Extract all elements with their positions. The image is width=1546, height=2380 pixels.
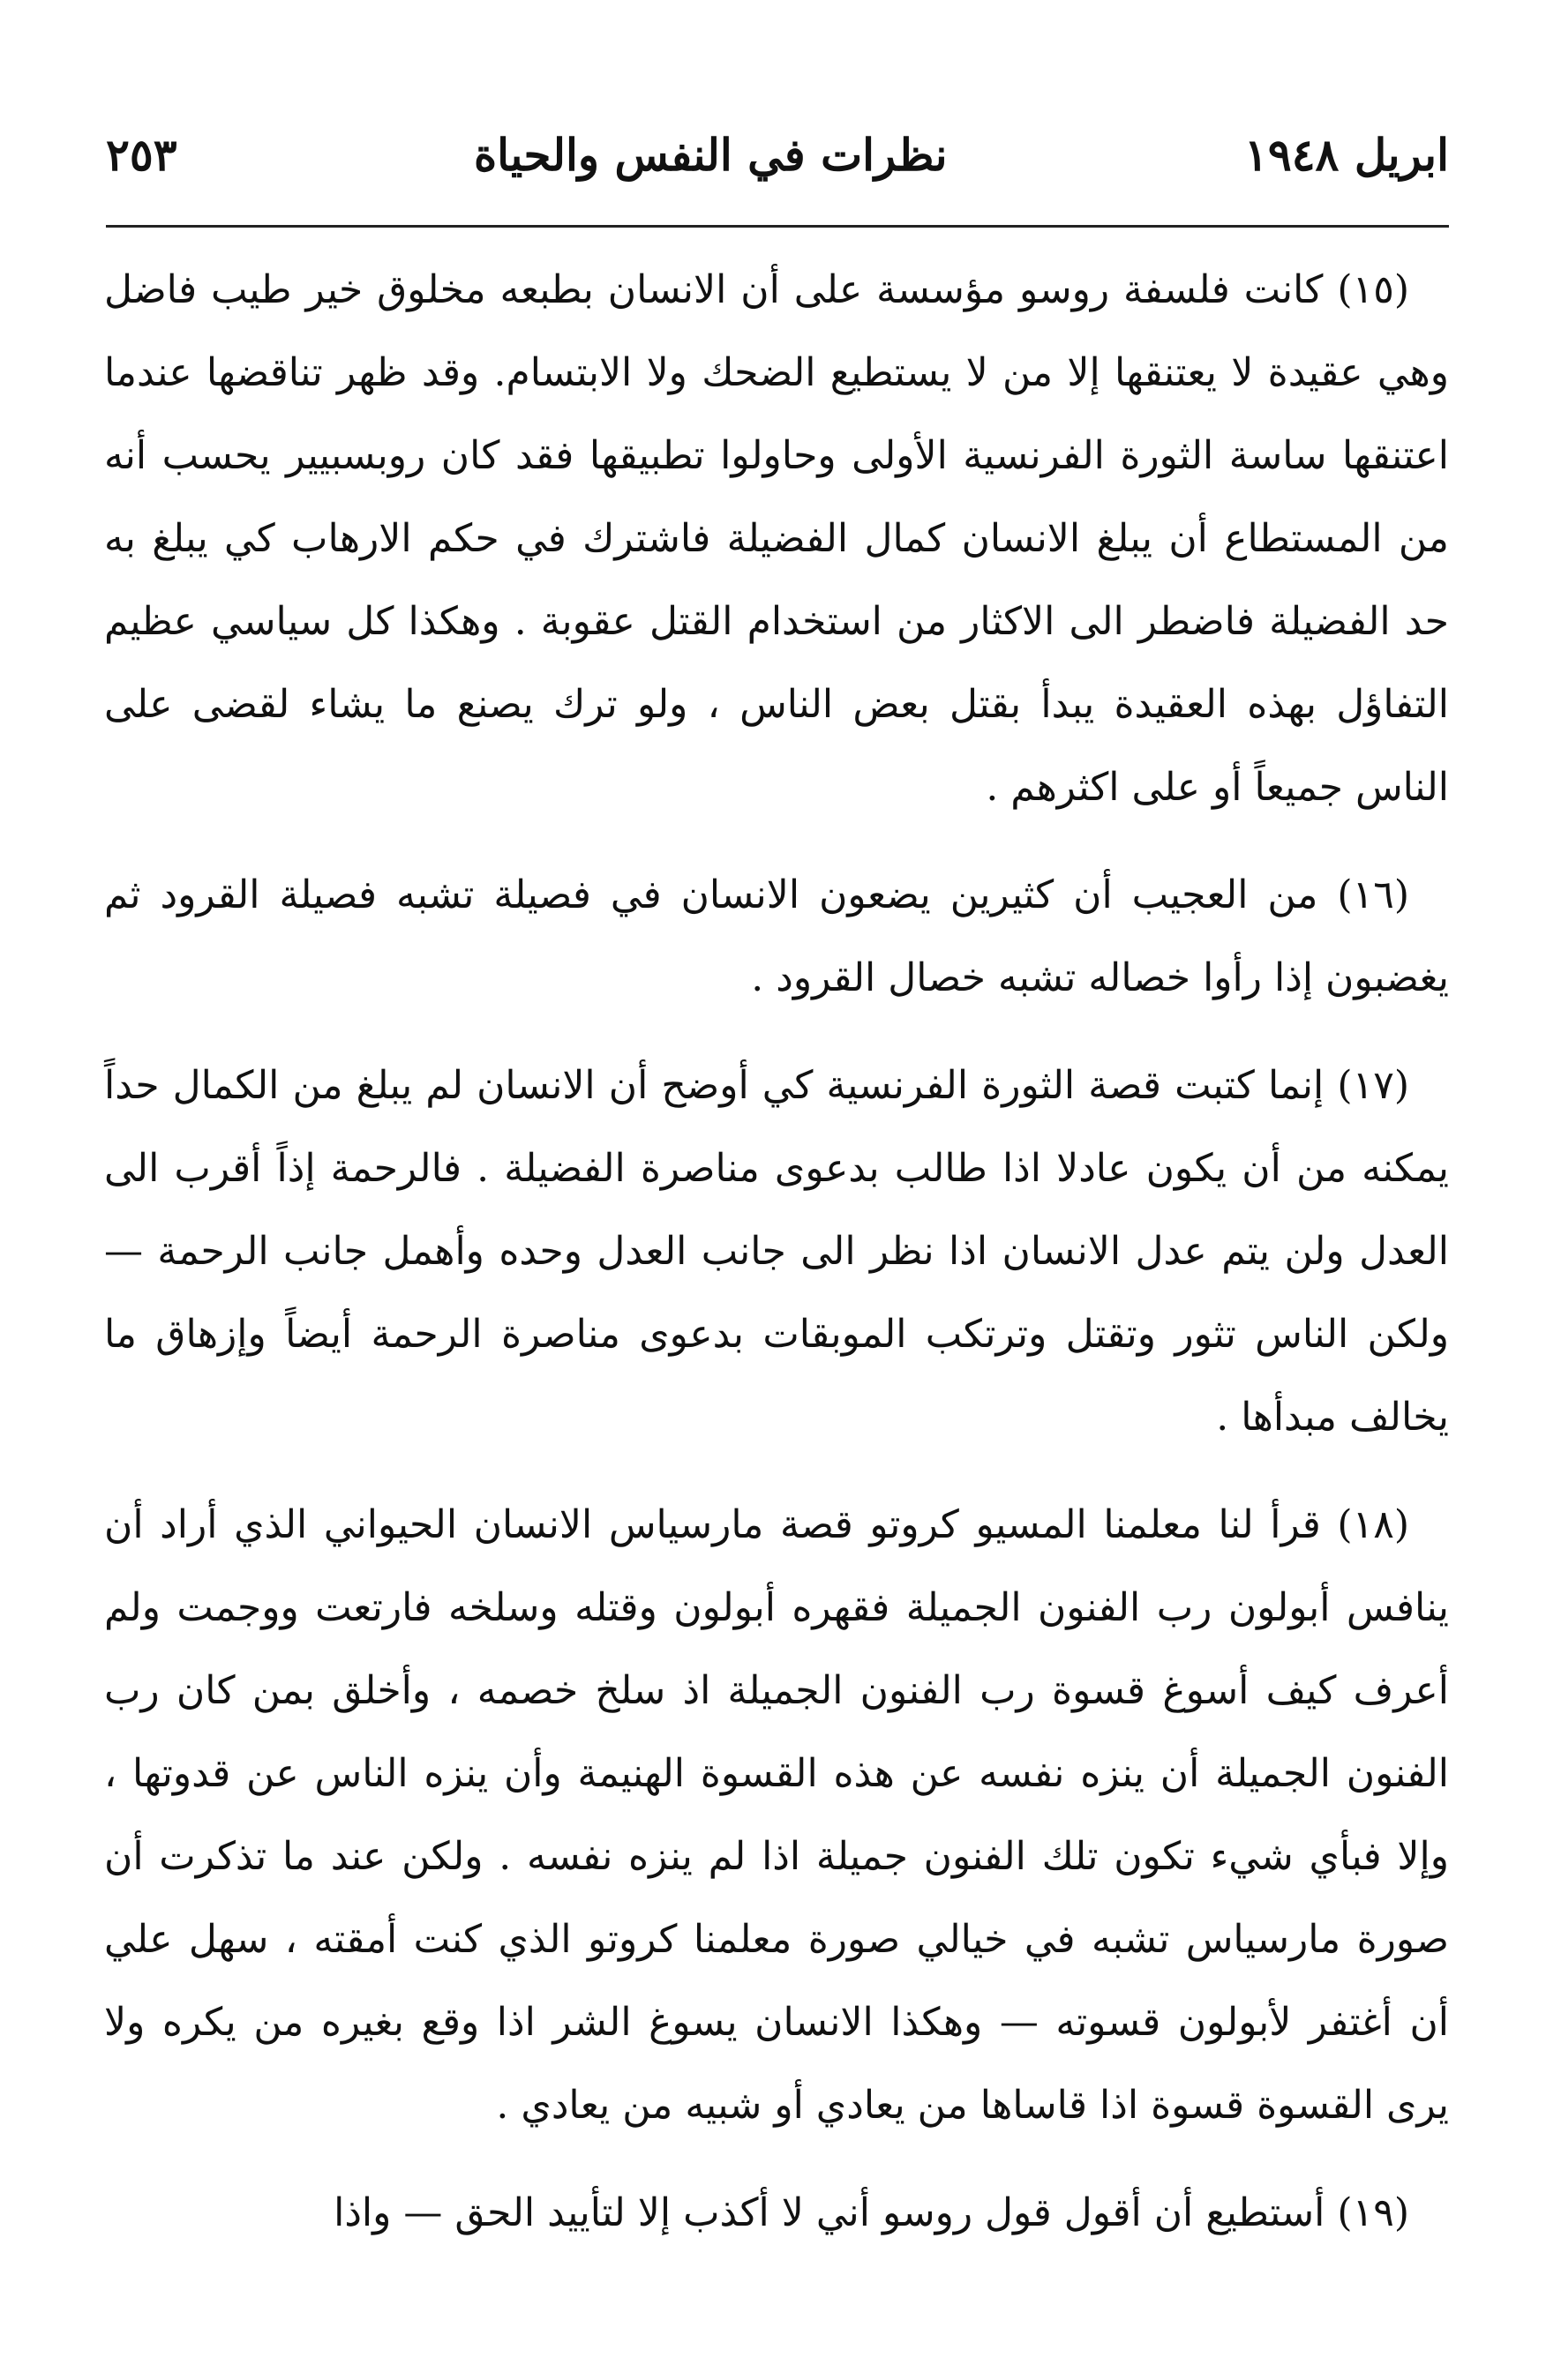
page-number: ٢٥٣ [106, 128, 177, 181]
paragraph-17: (١٧) إنما كتبت قصة الثورة الفرنسية كي أوضح أن الانسان لم يبلغ من الكمال حداً يمكنه من أن يكون عادلا اذا طالب بدعوى مناصرة الفضيلة . فالرحمة إذاً أقرب الى العدل ولن يتم عدل الانسان اذا نظر الى جانب العدل وحده وأهمل جانب الرحمة — ولكن الناس تثور وتقتل وترتكب الموبقات بدعوى مناصرة الرحمة أيضاً وإزهاق ما يخالف مبدأها . [104, 1063, 1449, 1440]
header-title: نظرات في النفس والحياة [473, 128, 948, 181]
running-header [106, 115, 1449, 194]
header-date: ابريل ١٩٤٨ [1243, 128, 1449, 181]
header-rule [106, 225, 1449, 228]
paragraph-18: (١٨) قرأ لنا معلمنا المسيو كروتو قصة مارسياس الانسان الحيواني الذي أراد أن ينافس أبولون رب الفنون الجميلة فقهره أبولون وقتله وسلخه فارتعت ووجمت ولم أعرف كيف أسوغ قسوة رب الفنون الجميلة اذ سلخ خصمه ، وأخلق بمن كان رب الفنون الجميلة أن ينزه نفسه عن هذه القسوة الهنيمة وأن ينزه الناس عن قدوتها ، وإلا فبأي شيء تكون تلك الفنون جميلة اذا لم ينزه نفسه . ولكن عند ما تذكرت أن صورة مارسياس تشبه في خيالي صورة معلمنا كروتو الذي كنت أمقته ، سهل علي أن أغتفر لأبولون قسوته — وهكذا الانسان يسوغ الشر اذا وقع بغيره من يكره ولا يرى القسوة قسوة اذا قاساها من يعادي أو شبيه من يعادي . [104, 1502, 1449, 2128]
page-body [104, 249, 1449, 2279]
paragraph-15: (١٥) كانت فلسفة روسو مؤسسة على أن الانسان بطبعه مخلوق خير طيب فاضل وهي عقيدة لا يعتنقها إلا من لا يستطيع الضحك ولا الابتسام. وقد ظهر تناقضها عندما اعتنقها ساسة الثورة الفرنسية الأولى وحاولوا تطبيقها فقد كان روبسبيير يحسب أنه من المستطاع أن يبلغ الانسان كمال الفضيلة فاشترك في حكم الارهاب كي يبلغ به حد الفضيلة فاضطر الى الاكثار من استخدام القتل عقوبة . وهكذا كل سياسي عظيم التفاؤل بهذه العقيدة يبدأ بقتل بعض الناس ، ولو ترك يصنع ما يشاء لقضى على الناس جميعاً أو على اكثرهم . [104, 267, 1449, 810]
paragraph-19: (١٩) أستطيع أن أقول قول روسو أني لا أكذب إلا لتأييد الحق — واذا [334, 2190, 1409, 2235]
paragraph-16: (١٦) من العجيب أن كثيرين يضعون الانسان في فصيلة تشبه فصيلة القرود ثم يغضبون إذا رأوا خصاله تشبه خصال القرود . [104, 872, 1449, 1000]
